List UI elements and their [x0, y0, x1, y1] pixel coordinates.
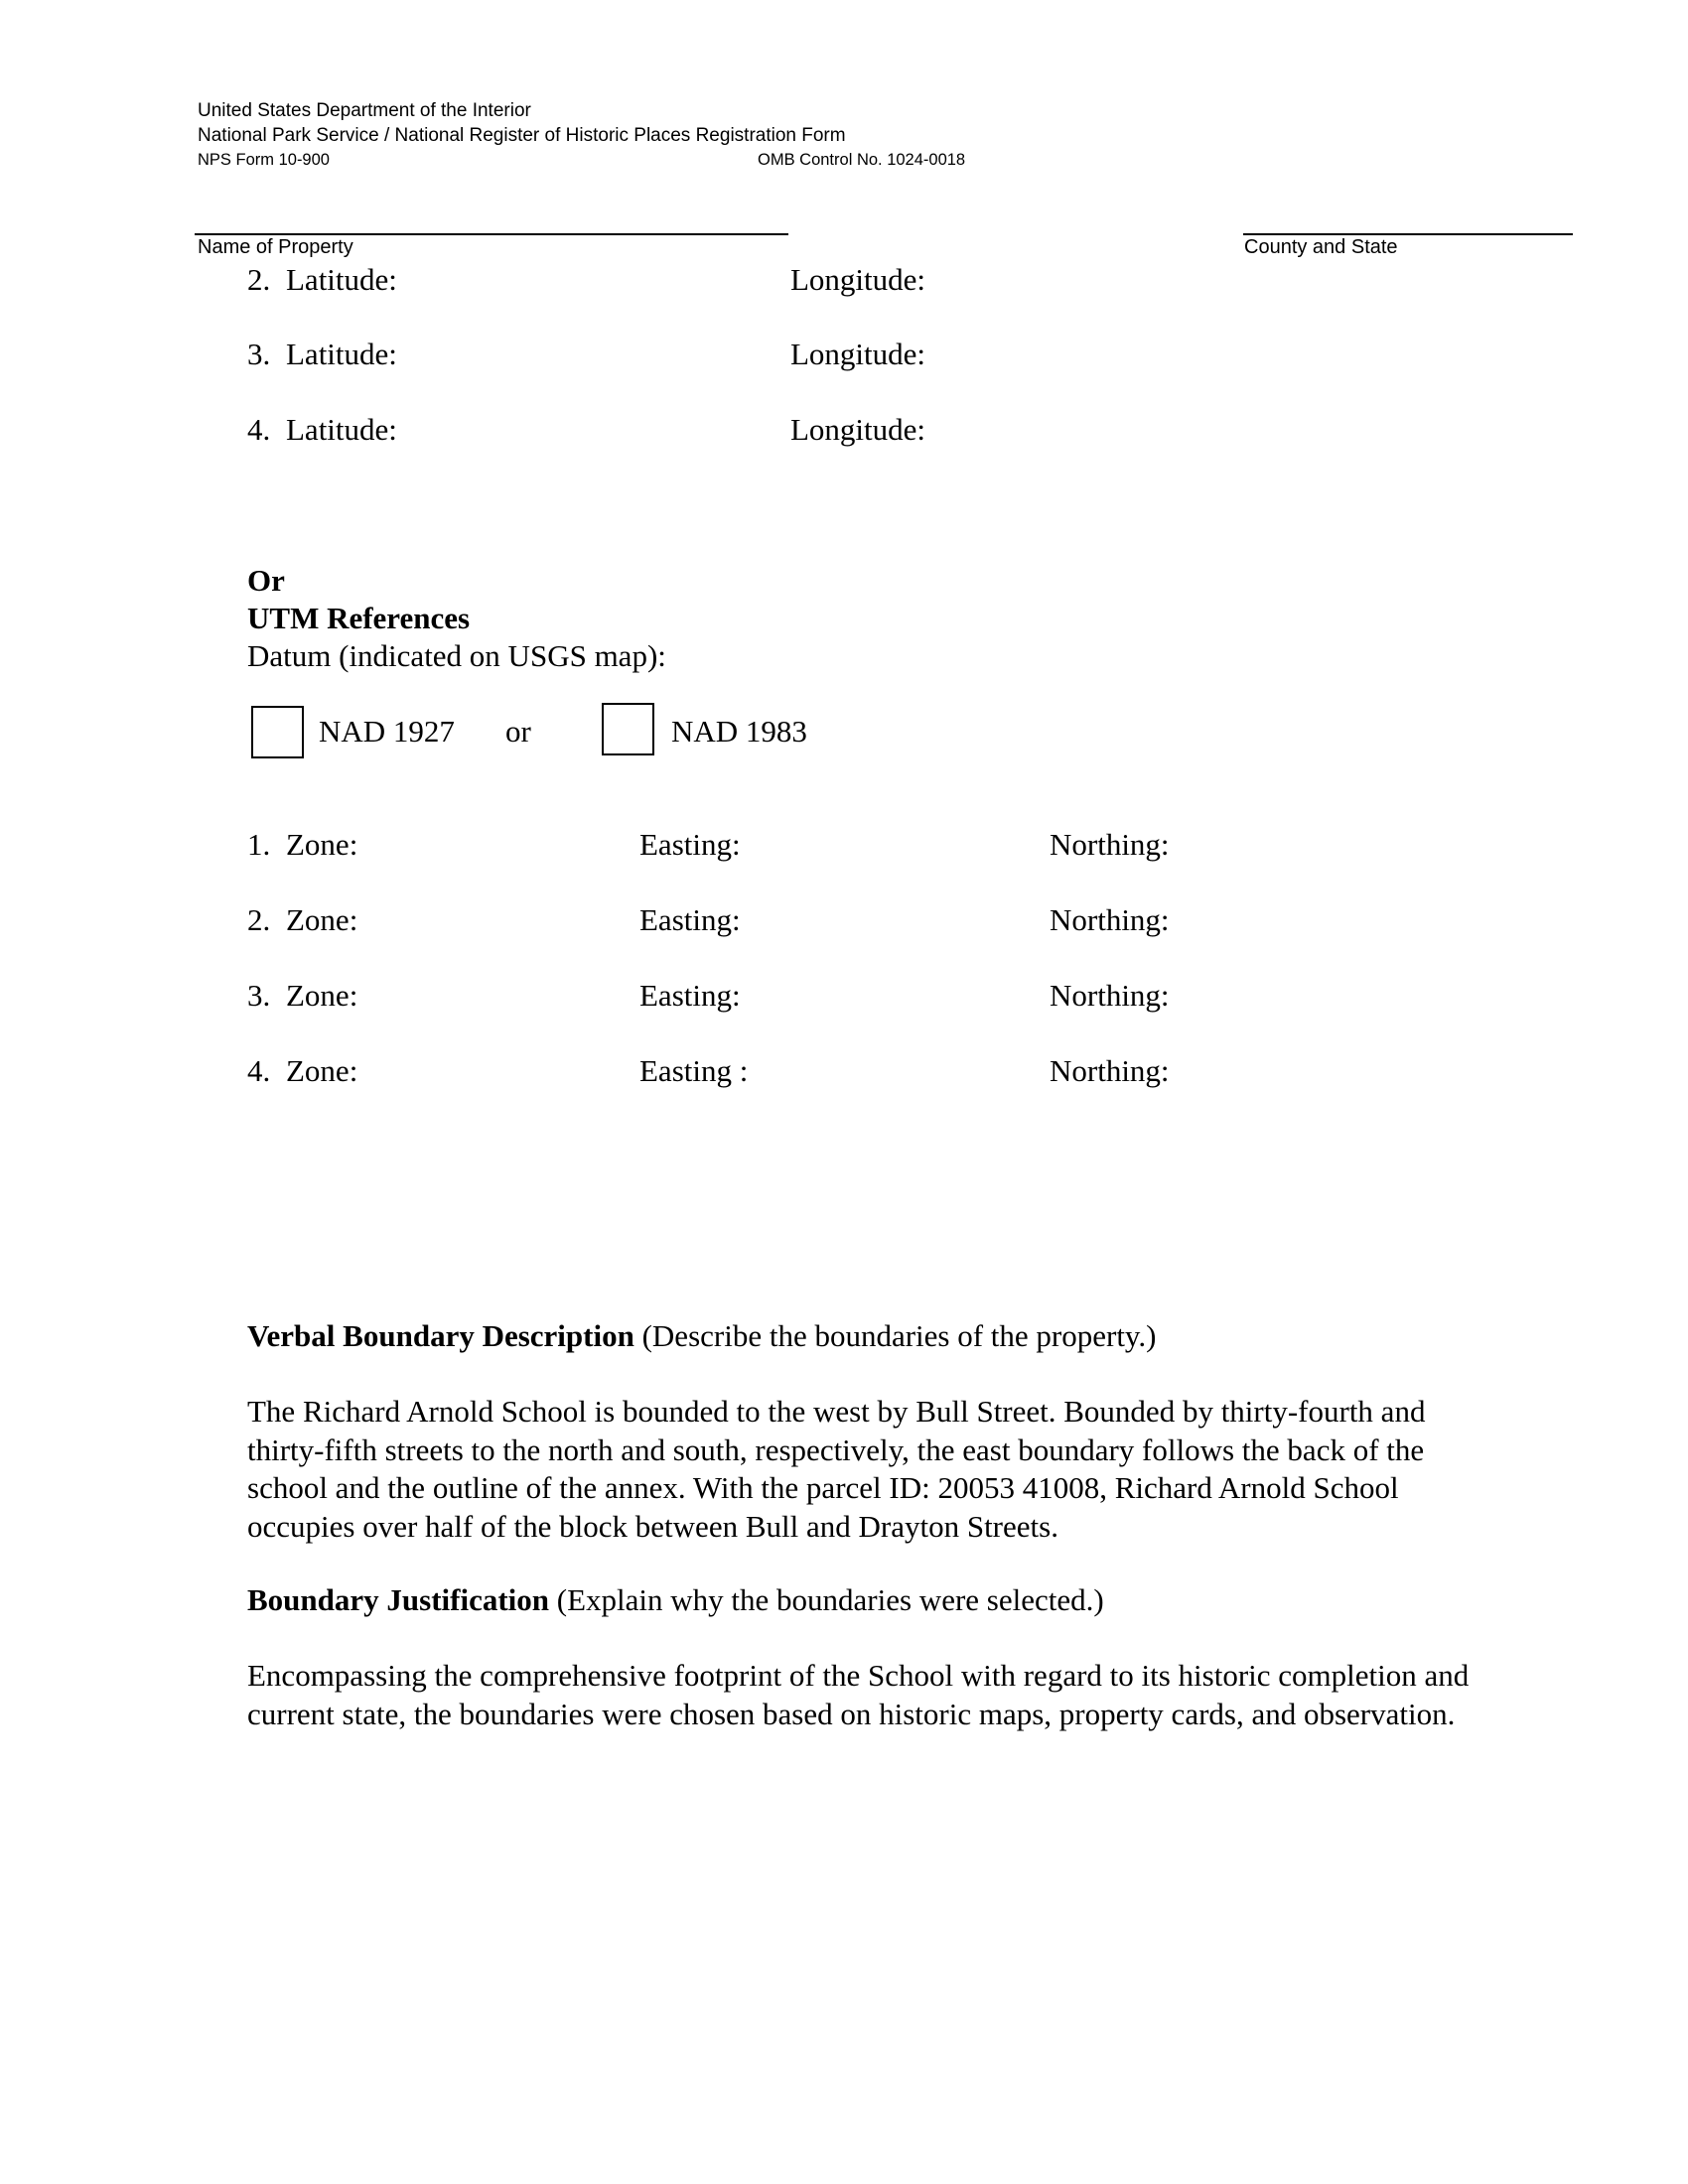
northing-label: Northing: — [1050, 1053, 1170, 1088]
omb-control-number: OMB Control No. 1024-0018 — [758, 151, 966, 169]
or-label: Or — [247, 563, 285, 598]
longitude-label: Longitude: — [790, 412, 926, 447]
form-number: NPS Form 10-900 — [198, 151, 330, 169]
easting-label: Easting : — [639, 1053, 749, 1088]
northing-label: Northing: — [1050, 827, 1170, 862]
nad1983-label: NAD 1983 — [671, 714, 807, 749]
row-number: 4. — [247, 1053, 271, 1088]
zone-label: Zone: — [286, 902, 358, 937]
northing-label: Northing: — [1050, 978, 1170, 1013]
verbal-boundary-heading-line — [247, 1317, 1157, 1355]
easting-label: Easting: — [639, 902, 741, 937]
verbal-boundary-text: The Richard Arnold School is bounded to the west by Bull Street. Bounded by thirty-fourth and thirty-fifth streets to the north and south, respectively, the east boundary follows the back of the school and the outline of the annex. With the parcel ID: 20053 41008, Richard Arnold School occupies over half of the block between Bull and Drayton Streets. — [247, 1394, 1426, 1544]
verbal-boundary-instruction: (Describe the boundaries of the property.) — [633, 1318, 1157, 1353]
longitude-label: Longitude: — [790, 262, 926, 297]
row-number: 4. — [247, 412, 271, 447]
zone-label: Zone: — [286, 978, 358, 1013]
nad1927-label: NAD 1927 — [319, 714, 455, 749]
boundary-justification-text: Encompassing the comprehensive footprint of the School with regard to its historic completion and current state, the boundaries were chosen based on historic maps, property cards, and observation. — [247, 1658, 1470, 1731]
name-of-property-label: Name of Property — [198, 236, 353, 258]
form-title-line: National Park Service / National Register of Historic Places Registration Form — [198, 125, 846, 146]
nad1927-checkbox[interactable] — [251, 706, 304, 758]
row-number: 1. — [247, 827, 271, 862]
datum-label: Datum (indicated on USGS map): — [247, 638, 666, 673]
boundary-justification-heading: Boundary Justification — [247, 1582, 550, 1617]
department-line: United States Department of the Interior — [198, 100, 531, 121]
nad1983-checkbox[interactable] — [602, 703, 654, 755]
verbal-boundary-heading: Verbal Boundary Description — [247, 1318, 634, 1353]
boundary-justification-instruction: (Explain why the boundaries were selected.) — [549, 1582, 1104, 1617]
latitude-label: Latitude: — [286, 412, 397, 447]
county-state-label: County and State — [1244, 236, 1398, 258]
longitude-label: Longitude: — [790, 337, 926, 371]
row-number: 2. — [247, 262, 271, 297]
easting-label: Easting: — [639, 978, 741, 1013]
boundary-justification-heading-line — [247, 1581, 1104, 1619]
row-number: 3. — [247, 337, 271, 371]
latitude-label: Latitude: — [286, 262, 397, 297]
northing-label: Northing: — [1050, 902, 1170, 937]
row-number: 3. — [247, 978, 271, 1013]
utm-references-heading: UTM References — [247, 601, 471, 635]
zone-label: Zone: — [286, 827, 358, 862]
row-number: 2. — [247, 902, 271, 937]
easting-label: Easting: — [639, 827, 741, 862]
zone-label: Zone: — [286, 1053, 358, 1088]
or-text: or — [505, 714, 531, 749]
latitude-label: Latitude: — [286, 337, 397, 371]
